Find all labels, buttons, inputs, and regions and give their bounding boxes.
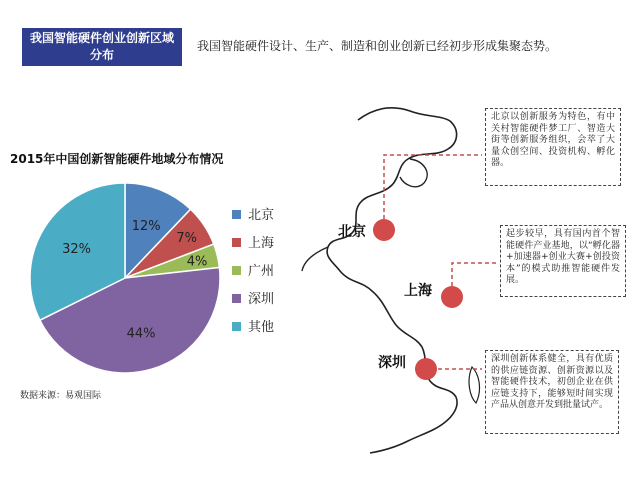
city-shanghai xyxy=(404,282,463,308)
china-coast-map xyxy=(300,85,500,455)
section-title-text: 我国智能硬件创业创新区域分布 xyxy=(29,31,174,62)
pie-data-label: 44% xyxy=(126,326,156,342)
pie-data-label: 4% xyxy=(186,254,208,270)
coastline-outline xyxy=(327,108,457,453)
legend-item xyxy=(232,264,274,279)
city-shenzhen xyxy=(378,354,437,380)
note-shanghai: 起步较早，具有国内首个智能硬件产业基地，以“孵化器+加速器+创业大赛+创投资本”的模式助推智能硬件发展。 xyxy=(500,225,626,297)
pie-data-label: 12% xyxy=(131,219,161,235)
legend-item xyxy=(232,236,274,251)
section-title-badge xyxy=(22,28,182,66)
taiwan-island xyxy=(469,367,479,403)
shandong-outline xyxy=(302,247,328,271)
city-beijing xyxy=(338,219,395,241)
city-label: 深圳 xyxy=(378,355,406,371)
legend-swatch xyxy=(232,238,241,247)
city-label: 上海 xyxy=(404,283,432,299)
connector-beijing xyxy=(384,155,482,219)
pie-chart xyxy=(0,170,300,385)
legend-item xyxy=(232,207,274,223)
data-source: 数据来源：易观国际 xyxy=(20,391,102,401)
city-label: 北京 xyxy=(338,224,366,240)
legend-swatch xyxy=(232,210,241,219)
legend-item xyxy=(232,319,274,335)
legend-swatch xyxy=(232,266,241,275)
legend-label: 北京 xyxy=(248,208,275,223)
legend-label: 上海 xyxy=(248,236,275,251)
city-marker xyxy=(415,358,437,380)
note-shenzhen: 深圳创新体系健全，具有优质的供应链资源、创新资源以及智能硬件技术，初创企业在供应链支持下，能够短时间实现产品从创意开发到批量试产。 xyxy=(485,350,619,434)
connector-shanghai xyxy=(452,263,496,286)
pie-data-label: 32% xyxy=(62,241,92,257)
legend-item xyxy=(232,292,274,307)
legend-swatch xyxy=(232,322,241,331)
legend-swatch xyxy=(232,294,241,303)
pie-data-label: 7% xyxy=(176,230,198,246)
legend-label: 广州 xyxy=(248,264,275,279)
chart-title: 2015年中国创新智能硬件地域分布情况 xyxy=(10,152,224,166)
note-beijing: 北京以创新服务为特色，有中关村智能硬件梦工厂、智造大街等创新服务组织，会萃了大量众创空间、投资机构、孵化器。 xyxy=(485,108,621,186)
summary-text: 我国智能硬件设计、生产、制造和创业创新已经初步形成集聚态势。 xyxy=(197,39,558,53)
legend-label: 其他 xyxy=(248,320,275,335)
legend-label: 深圳 xyxy=(248,292,275,307)
city-marker xyxy=(373,219,395,241)
city-marker xyxy=(441,286,463,308)
